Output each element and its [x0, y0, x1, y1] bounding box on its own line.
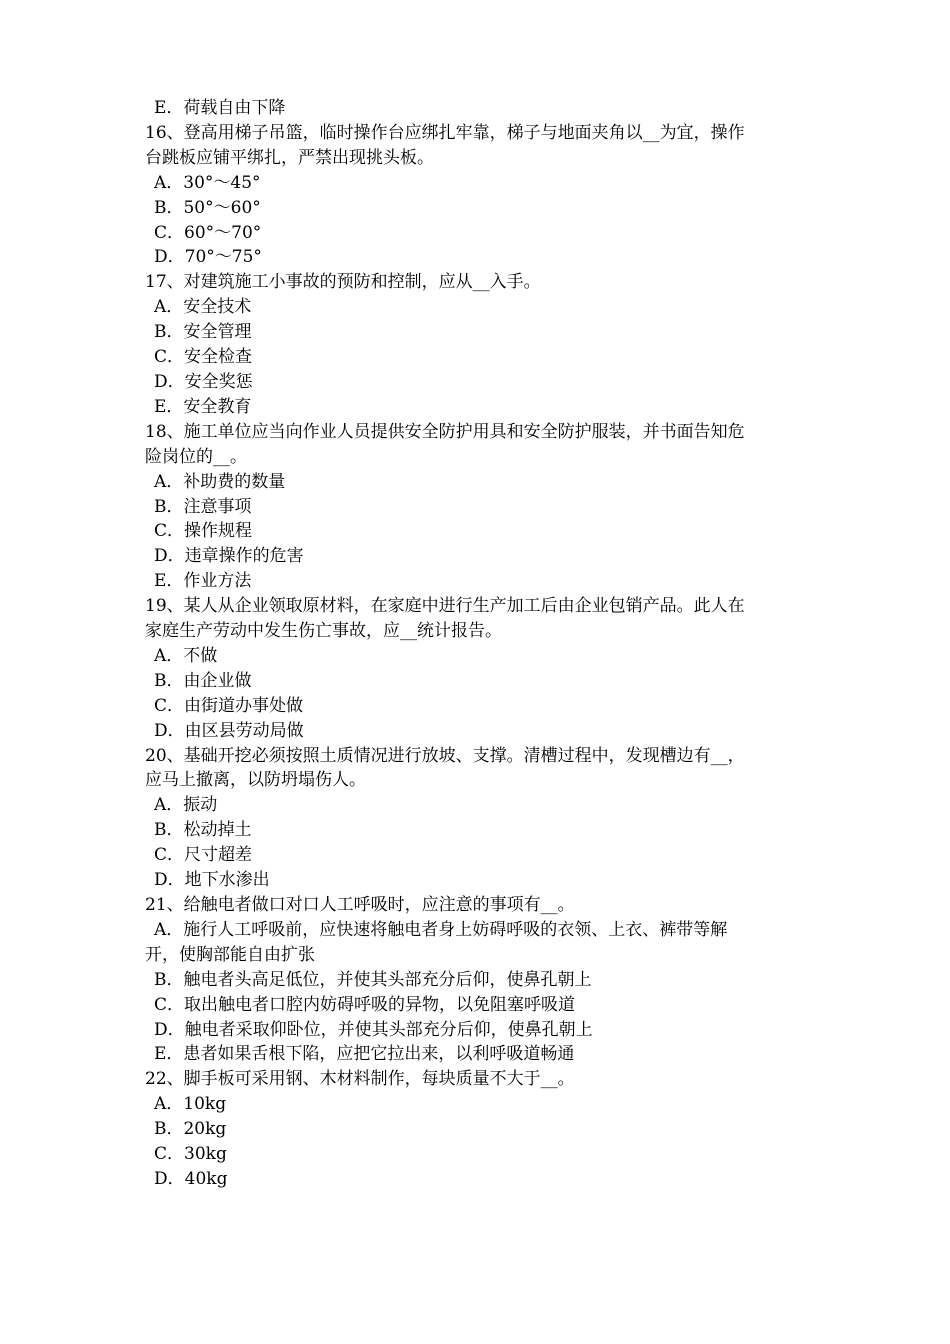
question-20-line: 20、基础开挖必须按照土质情况进行放坡、支撑。清槽过程中，发现槽边有__，	[145, 745, 745, 766]
option-line: E．患者如果舌根下陷，应把它拉出来，以利呼吸道畅通	[154, 1044, 575, 1065]
option-line: B．50°～60°	[154, 197, 261, 218]
question-22-line: 22、脚手板可采用钢、木材料制作，每块质量不大于__。	[145, 1069, 575, 1090]
option-line: B．松动掉土	[154, 820, 252, 841]
question-18-line: 险岗位的__。	[145, 446, 247, 467]
question-19-line: 19、某人从企业领取原材料，在家庭中进行生产加工后由企业包销产品。此人在	[145, 596, 745, 617]
question-19-line: 家庭生产劳动中发生伤亡事故，应__统计报告。	[145, 621, 502, 642]
option-line: C．取出触电者口腔内妨碍呼吸的异物，以免阻塞呼吸道	[154, 994, 576, 1015]
option-line: C．30kg	[154, 1144, 227, 1165]
option-line: D．安全奖惩	[154, 371, 253, 392]
question-17-line: 17、对建筑施工小事故的预防和控制，应从__入手。	[145, 272, 541, 293]
option-line: A．10kg	[154, 1094, 227, 1115]
option-line: D．70°～75°	[154, 247, 262, 268]
option-line: A．补助费的数量	[154, 471, 286, 492]
option-line: A．振动	[154, 795, 218, 816]
option-line: D．由区县劳动局做	[154, 720, 304, 741]
option-line: B．注意事项	[154, 496, 252, 517]
option-line: A．30°～45°	[154, 172, 261, 193]
option-line: D．地下水渗出	[154, 870, 270, 891]
option-line: E．作业方法	[154, 571, 252, 592]
question-16-line: 16、登高用梯子吊篮，临时操作台应绑扎牢靠，梯子与地面夹角以__为宜，操作	[145, 122, 745, 143]
option-line: C．60°～70°	[154, 222, 262, 243]
option-line: B．由企业做	[154, 670, 252, 691]
option-line: C．尺寸超差	[154, 845, 253, 866]
option-line: D．触电者采取仰卧位，并使其头部充分后仰，使鼻孔朝上	[154, 1019, 593, 1040]
option-line: D．40kg	[154, 1168, 228, 1189]
option-line: B．安全管理	[154, 322, 252, 343]
option-continuation-line: 开，使胸部能自由扩张	[145, 944, 315, 965]
option-line: B．触电者头高足低位，并使其头部充分后仰，使鼻孔朝上	[154, 969, 592, 990]
option-line: B．20kg	[154, 1119, 227, 1140]
question-18-line: 18、施工单位应当向作业人员提供安全防护用具和安全防护服装，并书面告知危	[145, 421, 745, 442]
option-line: C．由街道办事处做	[154, 695, 304, 716]
document-body	[145, 96, 810, 1192]
option-line: A．安全技术	[154, 297, 252, 318]
question-21-line: 21、给触电者做口对口人工呼吸时，应注意的事项有__。	[145, 895, 575, 915]
option-line: E．荷载自由下降	[154, 98, 286, 118]
question-16-line: 台跳板应铺平绑扎，严禁出现挑头板。	[145, 147, 434, 168]
option-line: C．操作规程	[154, 521, 253, 542]
option-line: C．安全检查	[154, 347, 253, 368]
option-line: A．不做	[154, 645, 218, 666]
option-line: A．施行人工呼吸前，应快速将触电者身上妨碍呼吸的衣领、上衣、裤带等解	[154, 919, 728, 940]
question-20-line: 应马上撤离，以防坍塌伤人。	[145, 770, 366, 791]
option-line: E．安全教育	[154, 396, 252, 417]
option-line: D．违章操作的危害	[154, 546, 304, 567]
